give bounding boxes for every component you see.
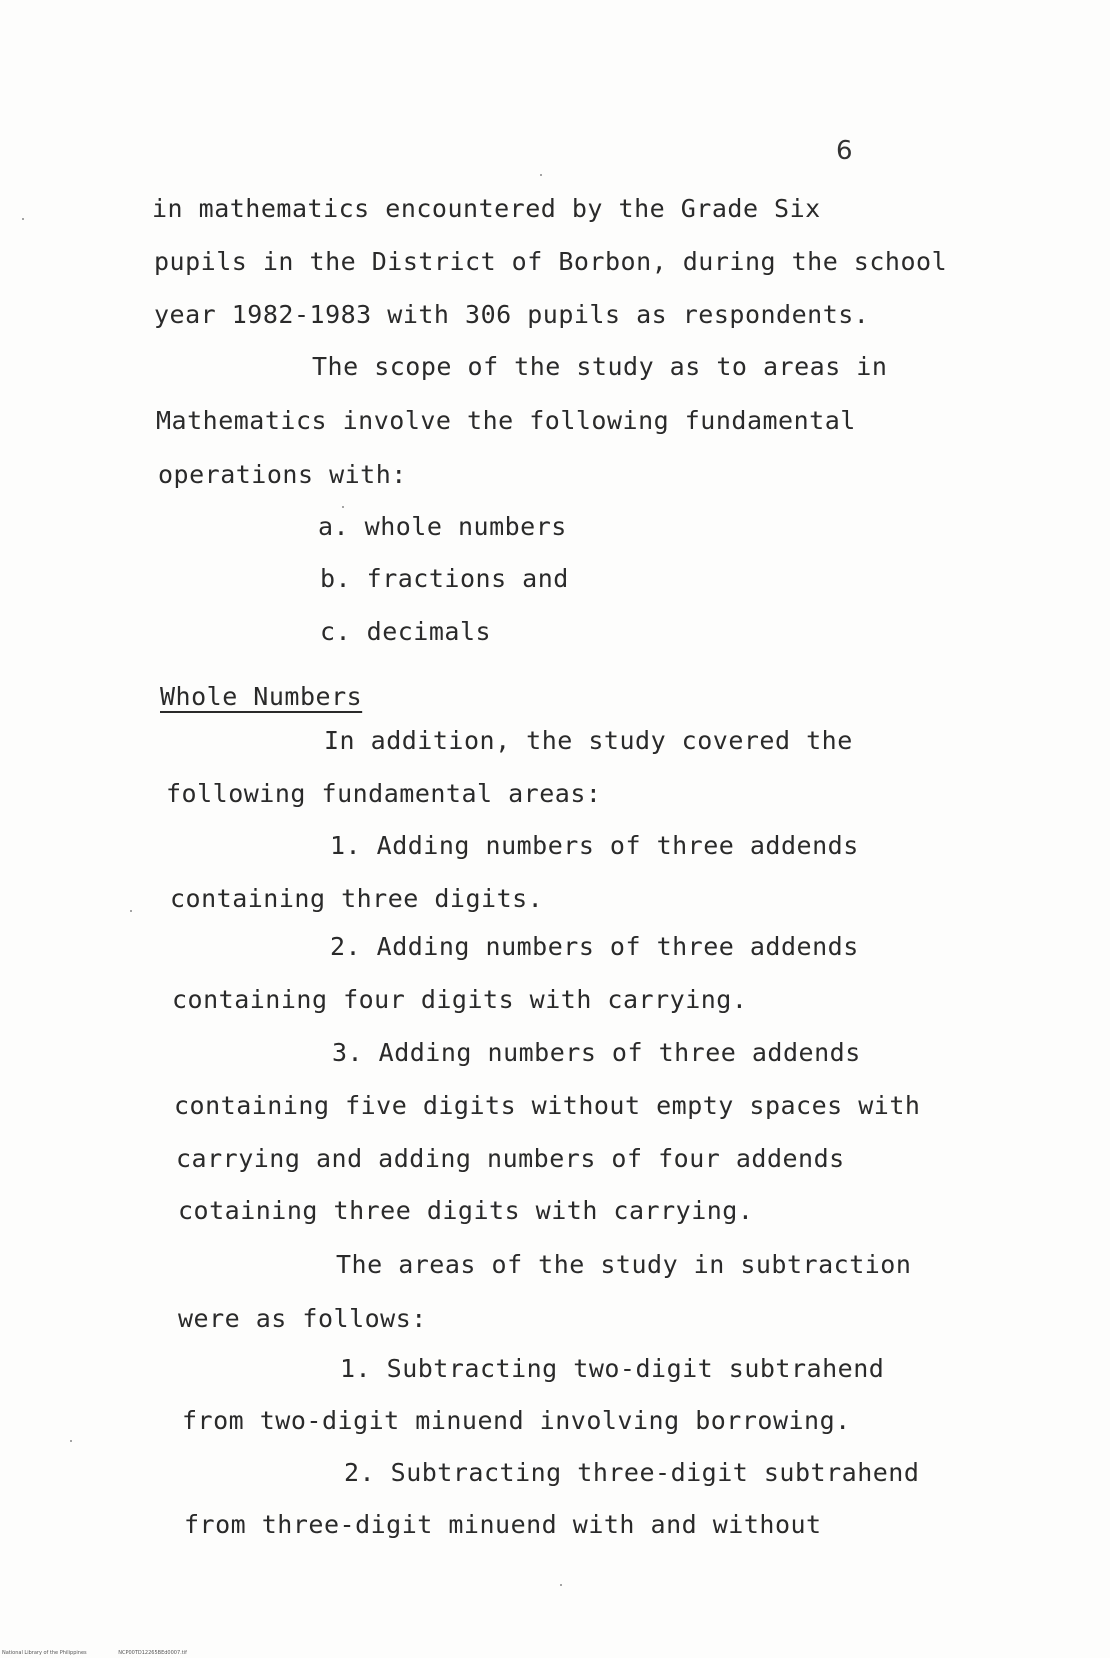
text-line: containing three digits. [170,884,544,913]
scan-speck [22,218,24,220]
text-line: The scope of the study as to areas in [312,352,888,381]
text-line: carrying and adding numbers of four addends [176,1144,845,1173]
text-line: operations with: [158,460,407,489]
scan-speck [540,174,542,176]
text-line: following fundamental areas: [166,779,602,808]
text-line: from three-digit minuend with and without [184,1510,822,1539]
list-item: a. whole numbers [318,512,567,541]
text-line: containing four digits with carrying. [172,985,748,1014]
section-heading: Whole Numbers [160,682,363,711]
text-line: in mathematics encountered by the Grade Six [152,194,821,223]
text-line: 2. Adding numbers of three addends [330,932,859,961]
text-line: In addition, the study covered the [324,726,853,755]
text-line: 3. Adding numbers of three addends [332,1038,861,1067]
scan-footer [2,1650,217,1656]
text-line: year 1982-1983 with 306 pupils as respondents. [154,300,870,329]
text-line: cotaining three digits with carrying. [178,1196,754,1225]
list-item: b. fractions and [320,564,569,593]
text-line: The areas of the study in subtraction [336,1250,912,1279]
text-line: Mathematics involve the following fundamental [156,406,856,435]
scan-speck [342,506,344,508]
text-line: from two-digit minuend involving borrowing. [182,1406,851,1435]
footer-library: National Library of the Philippines [2,1650,87,1656]
page-number: 6 [836,136,853,166]
text-line: were as follows: [178,1304,427,1333]
scan-speck [70,1440,72,1442]
scan-speck [560,1584,562,1586]
text-line: 1. Subtracting two-digit subtrahend [340,1354,885,1383]
list-item: c. decimals [320,617,492,646]
text-line: pupils in the District of Borbon, during the school [154,247,948,276]
scan-speck [130,910,132,912]
text-line: containing five digits without empty spaces with [174,1091,921,1120]
footer-code: NCP00TD12265BEd0007.tif [118,1650,187,1656]
text-line: 2. Subtracting three-digit subtrahend [344,1458,920,1487]
text-line: 1. Adding numbers of three addends [330,831,859,860]
